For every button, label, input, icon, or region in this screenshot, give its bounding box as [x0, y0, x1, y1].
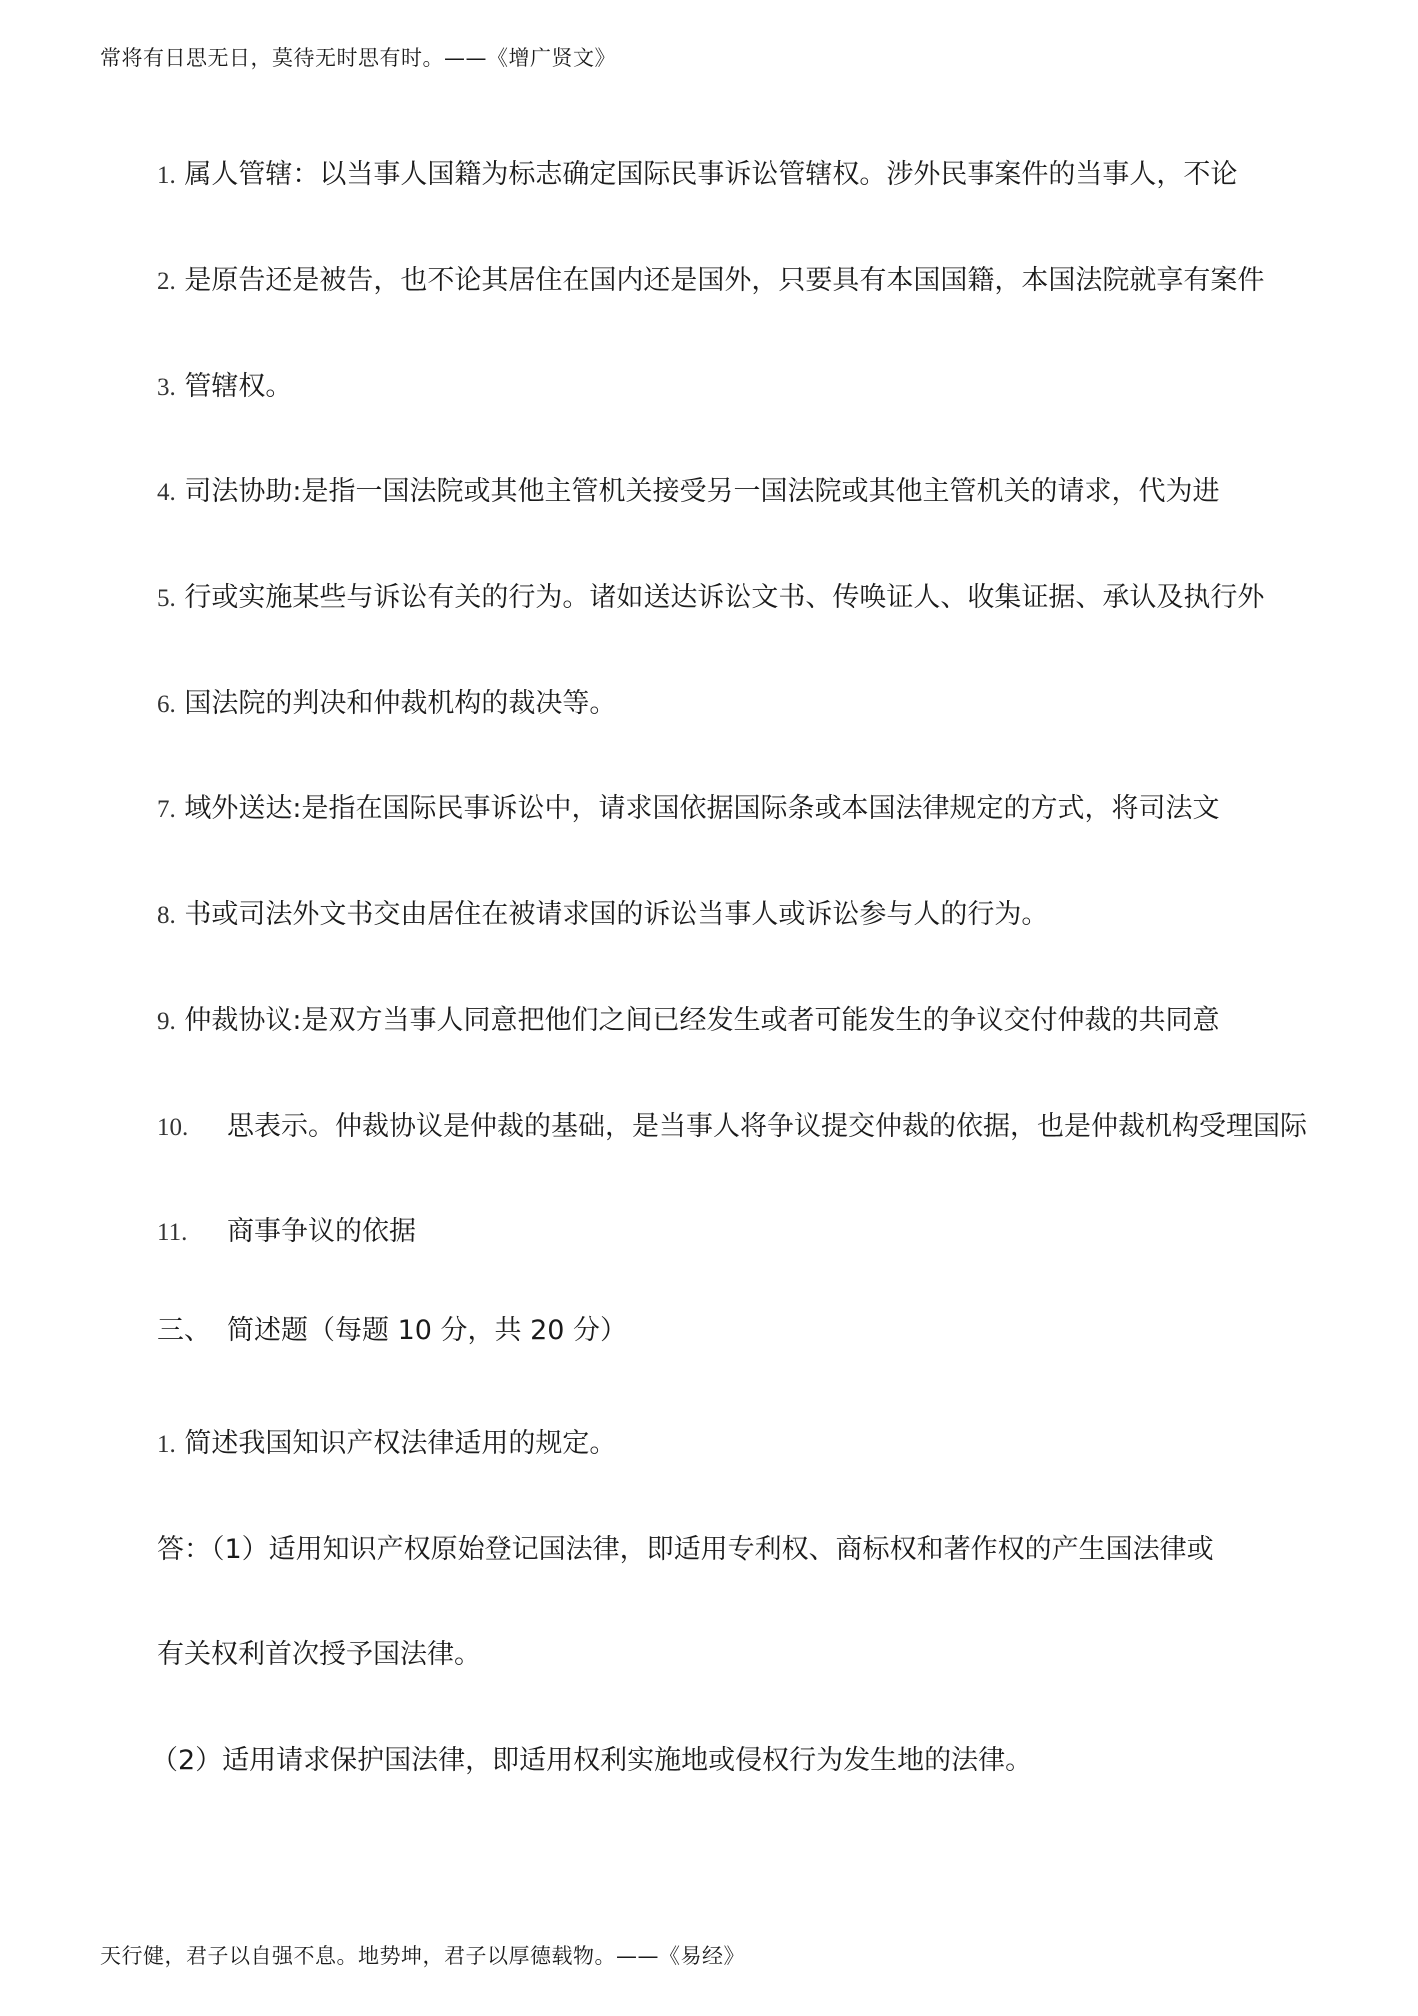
- line-text: 域外送达:是指在国际民事诉讼中，请求国依据国际条或本国法律规定的方式，将司法文: [184, 793, 1220, 824]
- section-marker: 三、: [157, 1315, 211, 1346]
- line-text: 是原告还是被告，也不论其居住在国内还是国外，只要具有本国国籍，本国法院就享有案件: [184, 265, 1265, 296]
- line-number: 5.: [157, 585, 176, 612]
- line-number: 6.: [157, 691, 176, 718]
- line-number: 8.: [157, 902, 176, 929]
- line-number: 2.: [157, 268, 176, 295]
- line-text: 思表示。仲裁协议是仲裁的基础，是当事人将争议提交仲裁的依据，也是仲裁机构受理国际: [227, 1111, 1307, 1142]
- answer-line: 有关权利首次授予国法律。: [157, 1639, 481, 1670]
- list-item: [157, 1109, 1307, 1146]
- list-item: [157, 686, 616, 723]
- line-number: 10.: [157, 1114, 189, 1141]
- question-text: 简述我国知识产权法律适用的规定。: [184, 1428, 617, 1459]
- line-number: 3.: [157, 374, 176, 401]
- line-text: 仲裁协议:是双方当事人同意把他们之间已经发生或者可能发生的争议交付仲裁的共同意: [184, 1005, 1220, 1036]
- list-item: [157, 580, 1264, 617]
- question: [157, 1426, 616, 1463]
- line-number: 1.: [157, 162, 176, 189]
- line-text: 行或实施某些与诉讼有关的行为。诸如送达诉讼文书、传唤证人、收集证据、承认及执行外: [184, 582, 1265, 613]
- answer-line: 答：（1）适用知识产权原始登记国法律，即适用专利权、商标权和著作权的产生国法律或: [157, 1534, 1214, 1565]
- line-text: 司法协助:是指一国法院或其他主管机关接受另一国法院或其他主管机关的请求，代为进: [184, 476, 1220, 507]
- line-text: 商事争议的依据: [227, 1216, 416, 1247]
- list-item: [157, 157, 1237, 194]
- line-number: 11.: [157, 1219, 188, 1246]
- line-text: 国法院的判决和仲裁机构的裁决等。: [184, 688, 617, 719]
- list-item: [157, 474, 1219, 511]
- section-title: 简述题（每题 10 分，共 20 分）: [227, 1315, 628, 1346]
- list-item: [157, 263, 1264, 300]
- line-number: 7.: [157, 796, 176, 823]
- list-item: [157, 1214, 416, 1251]
- section-heading: [157, 1313, 627, 1349]
- header-quote: 常将有日思无日，莫待无时思有时。——《增广贤文》: [100, 46, 616, 70]
- answer-line: （2）适用请求保护国法律，即适用权利实施地或侵权行为发生地的法律。: [151, 1745, 1033, 1776]
- line-number: 4.: [157, 479, 176, 506]
- question-number: 1.: [157, 1431, 176, 1458]
- line-text: 管辖权。: [184, 371, 293, 402]
- line-number: 9.: [157, 1008, 176, 1035]
- line-text: 属人管辖：以当事人国籍为标志确定国际民事诉讼管辖权。涉外民事案件的当事人，不论: [184, 159, 1238, 190]
- footer-quote: 天行健，君子以自强不息。地势坤，君子以厚德载物。——《易经》: [100, 1944, 745, 1968]
- list-item: [157, 791, 1219, 828]
- list-item: [157, 897, 1048, 934]
- line-text: 书或司法外文书交由居住在被请求国的诉讼当事人或诉讼参与人的行为。: [184, 899, 1049, 930]
- list-item: [157, 1003, 1219, 1040]
- list-item: [157, 369, 292, 406]
